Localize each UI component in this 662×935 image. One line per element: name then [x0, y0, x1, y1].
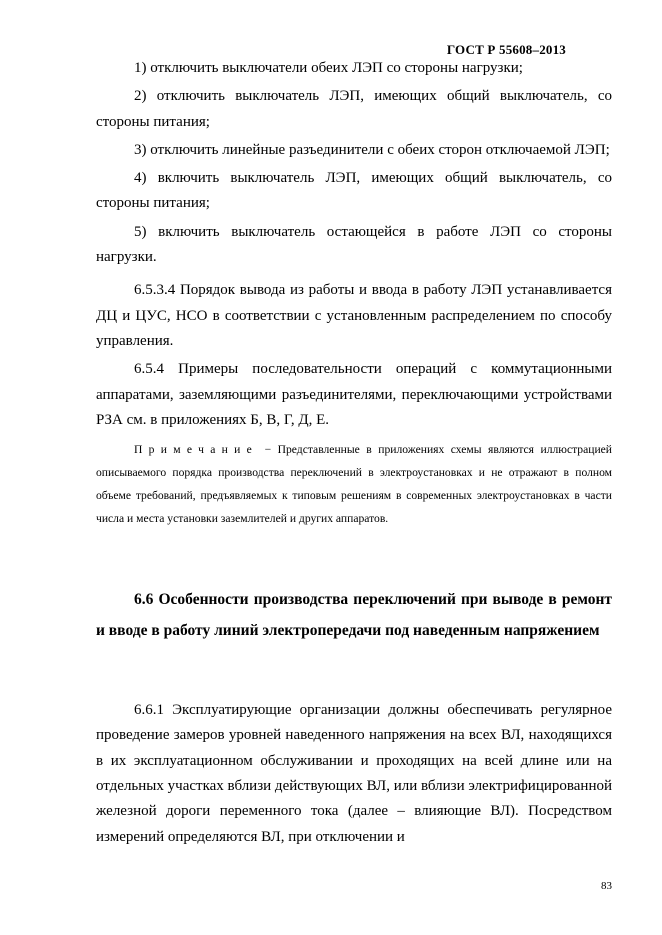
list-item: 4) включить выключатель ЛЭП, имеющих общий выключатель, со стороны питания; [96, 170, 612, 212]
list-item: 2) отключить выключатель ЛЭП, имеющих общий выключатель, со стороны питания; [96, 88, 612, 130]
note-dash: − [258, 443, 278, 457]
list-item: 3) отключить линейные разъединители с обеих сторон отключаемой ЛЭП; [134, 141, 610, 158]
paragraph-6-5-4: 6.5.4 Примеры последовательности операций с коммутационными аппаратами, заземляющими разъединителями, переключающими устройствами РЗА см. в приложениях Б, В, Г, Д, Е. [96, 361, 612, 428]
paragraph-6-5-3-4: 6.5.3.4 Порядок вывода из работы и ввода в работу ЛЭП устанавливается ДЦ и ЦУС, НСО в соответствии с установленным распределением по способу управления. [96, 282, 612, 349]
note-label: Примечание [134, 443, 259, 457]
section-heading-6-6: 6.6 Особенности производства переключений при выводе в ремонт и вводе в работу линий электропередачи под наведенным напряжением [96, 591, 612, 640]
page-content [96, 56, 612, 850]
note-text: Представленные в приложениях схемы являются иллюстрацией описываемого порядка производства переключений в электроустановках и не отражают в полном объеме требований, предъявляемых к типовым решениям в современных электроустановках в части числа и места установки заземлителей и других аппаратов. [96, 443, 612, 526]
note-block [96, 438, 612, 530]
paragraph-6-6-1: 6.6.1 Эксплуатирующие организации должны обеспечивать регулярное проведение замеров уровней наведенного напряжения на всех ВЛ, находящихся в их эксплуатационном обслуживании и проходящих на всей длине или на отдельных участках вблизи действующих ВЛ, или вблизи электрифицированной железной дороги переменного тока (далее – влияющие ВЛ). Посредством измерений определяются ВЛ, при отключении и [96, 702, 612, 845]
page-number: 83 [601, 880, 612, 892]
list-item: 1) отключить выключатели обеих ЛЭП со стороны нагрузки; [134, 60, 523, 76]
list-item: 5) включить выключатель остающейся в работе ЛЭП со стороны нагрузки. [96, 223, 612, 266]
document-code-header: ГОСТ Р 55608–2013 [446, 42, 566, 57]
